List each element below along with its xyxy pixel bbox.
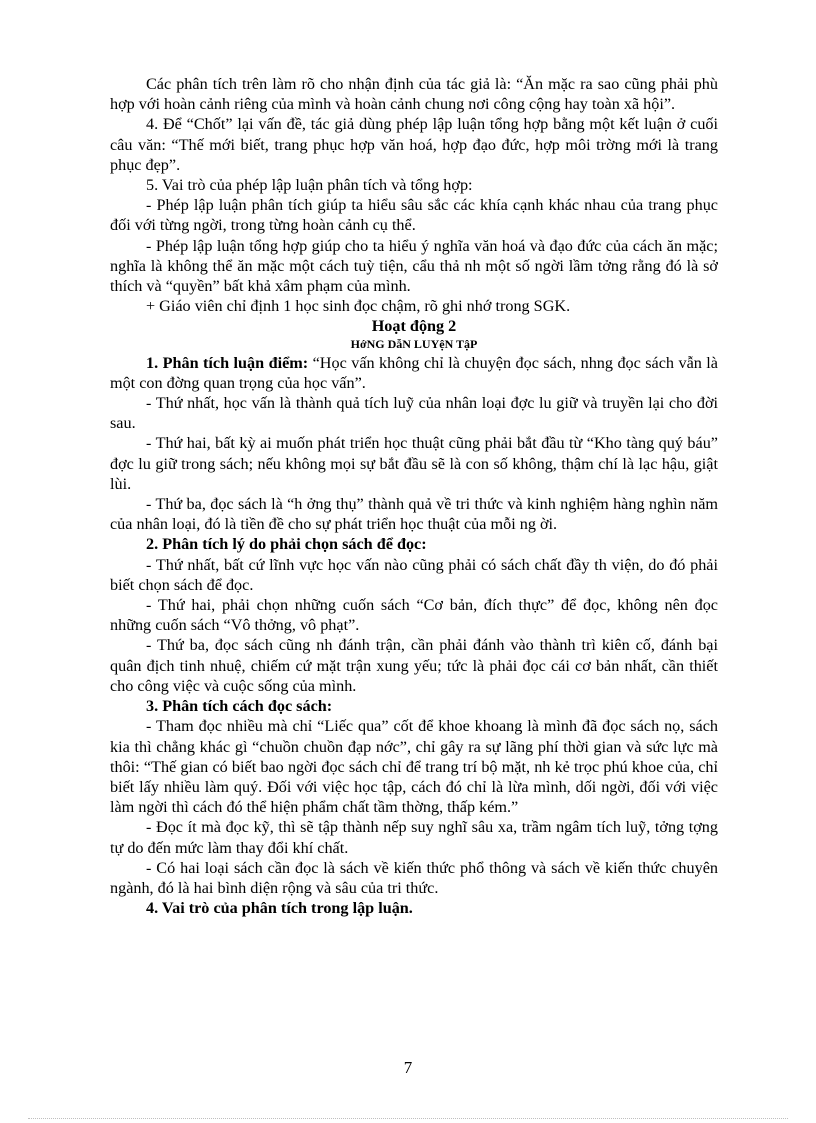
section-3-heading: 3. Phân tích cách đọc sách: <box>146 697 333 716</box>
section-2-item: - Thứ nhất, bất cứ lĩnh vực học vấn nào cũng phải có sách chất đầy th viện, do đó phải biết chọn sách để đọc. <box>110 555 718 594</box>
section-1-heading-text: “Học vấn không chỉ là chuyện đọc sách, nhng đọc sách vẫn là một con đờng quan trọng của học vấn”. <box>110 353 718 392</box>
document-body <box>110 74 718 918</box>
section-2-item: - Thứ ba, đọc sách cũng nh đánh trận, cần phải đánh vào thành trì kiên cố, đánh bại quân địch tinh nhuệ, chiếm cứ mặt trận xung yếu; tức là phải đọc cái cơ bản nhất, cần thiết cho công việc và cuộc sống của mình. <box>110 636 718 695</box>
section-4-heading: 4. Vai trò của phân tích trong lập luận. <box>146 899 413 918</box>
section-1-heading-bold: 1. Phân tích luận điểm: <box>146 353 309 372</box>
paragraph-synthesis-role: - Phép lập luận tổng hợp giúp cho ta hiểu ý nghĩa văn hoá và đạo đức của cách ăn mặc; nghĩa là không thể ăn mặc một cách tuỳ tiện, cẩu thả nh một số ngời lầm tởng rằng đó là sở thích và “quyền” bất khả xâm phạm của mình. <box>110 236 718 296</box>
paragraph-point-5: 5. Vai trò của phép lập luận phân tích và tổng hợp: <box>146 176 473 195</box>
section-2-heading: 2. Phân tích lý do phải chọn sách để đọc: <box>146 535 427 554</box>
page-bottom-divider <box>28 1118 788 1119</box>
paragraph-point-4: 4. Để “Chốt” lại vấn đề, tác giả dùng phép lập luận tổng hợp bằng một kết luận ở cuối câu văn: “Thế mới biết, trang phục hợp văn hoá, hợp đạo đức, hợp môi trờng mới là trang phục đẹp”. <box>110 115 718 174</box>
paragraph-conclusion-analysis: Các phân tích trên làm rõ cho nhận định của tác giả là: “Ăn mặc ra sao cũng phải phù hợp với hoàn cảnh riêng của mình và hoàn cảnh chung nơi công cộng hay toàn xã hội”. <box>110 75 718 114</box>
section-1-item: - Thứ hai, bất kỳ ai muốn phát triển học thuật cũng phải bắt đầu từ “Kho tàng quý báu” đợc lu giữ trong sách; nếu không mọi sự bắt đầu sẽ là con số không, thậm chí là lạc hậu, giật lùi. <box>110 434 718 493</box>
section-1-item: - Thứ ba, đọc sách là “h ởng thụ” thành quả về tri thức và kinh nghiệm hàng nghìn năm của nhân loại, đó là tiền đề cho sự phát triển học thuật của mỗi ng ời. <box>110 495 718 534</box>
section-3-item: - Có hai loại sách cần đọc là sách về kiến thức phổ thông và sách về kiến thức chuyên ngành, đó là hai bình diện rộng và sâu của tri thức. <box>110 858 718 897</box>
activity-title: Hoạt động 2 <box>371 317 457 336</box>
paragraph-analysis-role: - Phép lập luận phân tích giúp ta hiểu sâu sắc các khía cạnh khác nhau của trang phục đối với từng ngời, trong từng hoàn cảnh cụ thể. <box>110 196 718 235</box>
section-3-item: - Tham đọc nhiều mà chỉ “Liếc qua” cốt để khoe khoang là mình đã đọc sách nọ, sách kia thì chẳng khác gì “chuồn chuồn đạp nớc”, chỉ gây ra sự lãng phí thời gian và sức lực mà thôi: “Thế gian có biết bao ngời đọc sách chỉ để trang trí bộ mặt, nh kẻ trọc phú khoe của, chỉ biết lấy nhiều làm quý. Đối với việc học tập, cách đó chỉ là lừa mình, dối ngời, đối với việc làm ngời thì cách đó thể hiện phẩm chất tầm thờng, thấp kém.” <box>110 717 718 817</box>
section-2-item: - Thứ hai, phải chọn những cuốn sách “Cơ bản, đích thực” để đọc, không nên đọc những cuốn sách “Vô thởng, vô phạt”. <box>110 596 718 635</box>
section-3-item: - Đọc ít mà đọc kỹ, thì sẽ tập thành nếp suy nghĩ sâu xa, trầm ngâm tích luỹ, tởng tợng tự do đến mức làm thay đổi khí chất. <box>110 818 718 857</box>
paragraph-teacher-note: + Giáo viên chỉ định 1 học sinh đọc chậm, rõ ghi nhớ trong SGK. <box>146 297 571 316</box>
section-1-item: - Thứ nhất, học vấn là thành quả tích luỹ của nhân loại đợc lu giữ và truyền lại cho đời sau. <box>110 394 718 433</box>
activity-subtitle: HớNG DẫN LUYệN TậP <box>350 336 478 351</box>
section-1-heading <box>110 353 718 393</box>
page-number: 7 <box>403 1058 413 1077</box>
